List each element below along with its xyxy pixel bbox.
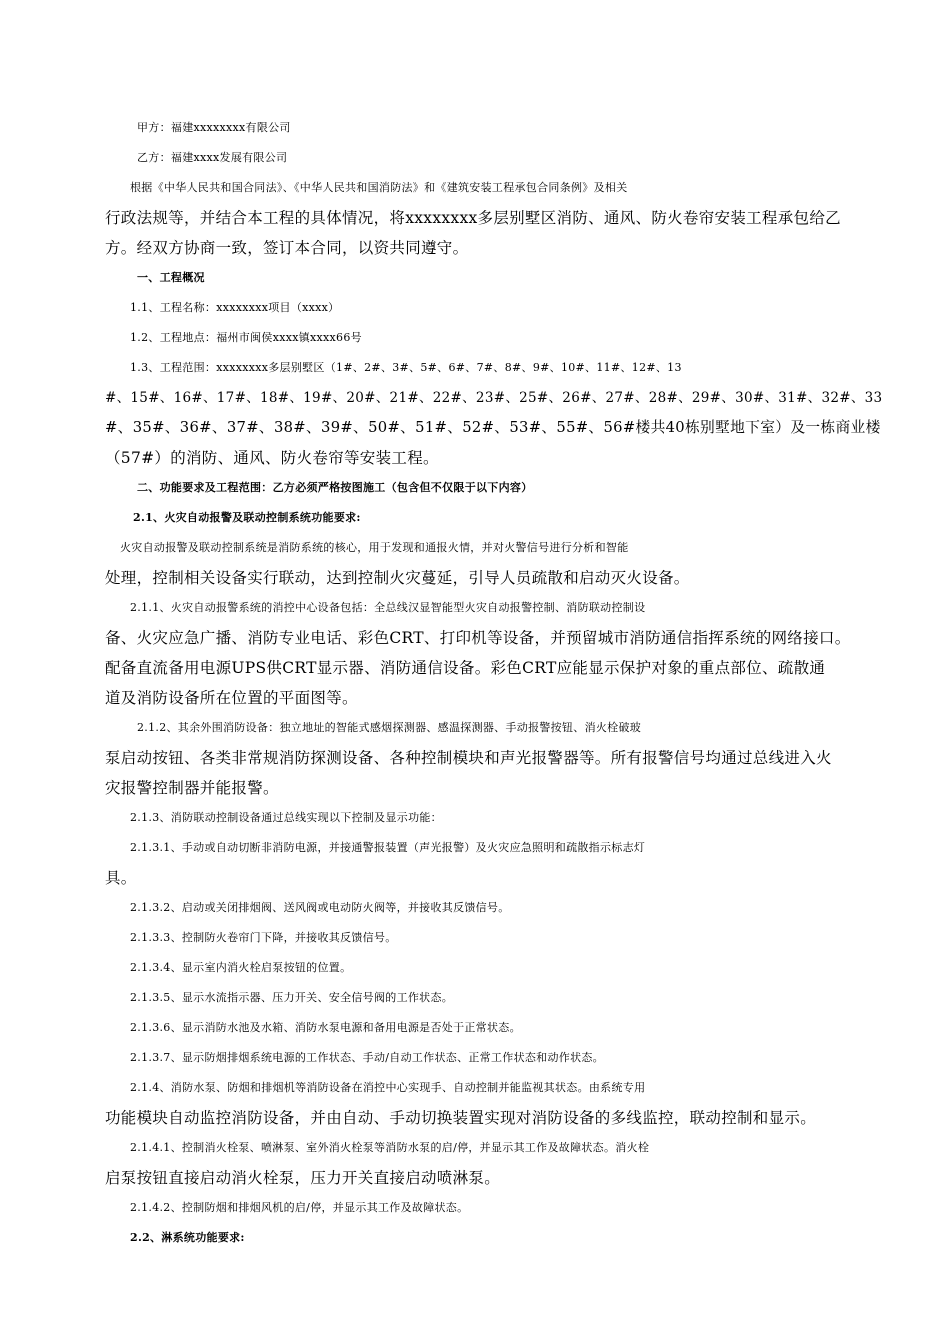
section-heading: 一、工程概况 [137, 271, 205, 284]
body-line: 2.1.2、其余外围消防设备：独立地址的智能式感烟探测器、感温探测器、手动报警按钮、消火栓破玻 [137, 721, 642, 734]
body-line: 2.1.1、火灾自动报警系统的消控中心设备包括：全总线汉显智能型火灾自动报警控制、消防联动控制设 [130, 601, 646, 614]
body-line: 2.1.3.1、手动或自动切断非消防电源，并接通警报装置（声光报警）及火灾应急照明和疏散指示标志灯 [130, 841, 646, 854]
clause-line: 1.1、工程名称：xxxxxxxx项目（xxxx） [130, 301, 340, 314]
body-line: 处理，控制相关设备实行联动，达到控制火灾蔓延，引导人员疏散和启动灭火设备。 [105, 569, 690, 587]
party-a: 甲方：福建xxxxxxxx有限公司 [137, 121, 291, 134]
subsection-heading: 2.1、火灾自动报警及联动控制系统功能要求: [133, 511, 361, 524]
body-line: 备、火灾应急广播、消防专业电话、彩色CRT、打印机等设备，并预留城市消防通信指挥系统的网络接口。 [105, 629, 851, 647]
subsection-heading: 2.2、淋系统功能要求: [130, 1231, 245, 1244]
body-line: 2.1.4、消防水泵、防烟和排烟机等消防设备在消控中心实现手、自动控制并能监视其状态。由系统专用 [130, 1081, 646, 1094]
body-line: 2.1.3、消防联动控制设备通过总线实现以下控制及显示功能： [130, 811, 442, 824]
body-line: 具。 [105, 869, 137, 887]
body-line: 泵启动按钮、各类非常规消防探测设备、各种控制模块和声光报警器等。所有报警信号均通过总线进入火 [105, 749, 832, 767]
body-line: 2.1.3.2、启动或关闭排烟阀、送风阀或电动防火阀等，并接收其反馈信号。 [130, 901, 510, 914]
body-line: 启泵按钮直接启动消火栓泵，压力开关直接启动喷淋泵。 [105, 1169, 501, 1187]
body-line: 灾报警控制器并能报警。 [105, 779, 279, 797]
party-b: 乙方：福建xxxx发展有限公司 [137, 151, 288, 164]
body-line: 2.1.3.4、显示室内消火栓启泵按钮的位置。 [130, 961, 352, 974]
body-line: 2.1.3.6、显示消防水池及水箱、消防水泵电源和备用电源是否处于正常状态。 [130, 1021, 521, 1034]
body-line: 2.1.4.2、控制防烟和排烟风机的启/停，并显示其工作及故障状态。 [130, 1201, 469, 1214]
preamble-line: 行政法规等，并结合本工程的具体情况，将xxxxxxxx多层别墅区消防、通风、防火卷帘安装工程承包给乙 [105, 209, 841, 227]
clause-line: #、35#、36#、37#、38#、39#、50#、51#、52#、53#、55#、56#楼共40栋别墅地下室）及一栋商业楼 [105, 419, 881, 436]
body-line: 2.1.4.1、控制消火栓泵、喷淋泵、室外消火栓泵等消防水泵的启/停，并显示其工作及故障状态。消火栓 [130, 1141, 650, 1154]
body-line: 功能模块自动监控消防设备，并由自动、手动切换装置实现对消防设备的多线监控，联动控制和显示。 [105, 1109, 817, 1127]
section-heading: 二、功能要求及工程范围：乙方必须严格按图施工（包含但不仅限于以下内容） [137, 481, 533, 494]
clause-line: 1.2、工程地点：福州市闽侯xxxx镇xxxx66号 [130, 331, 362, 344]
preamble-line: 方。经双方协商一致，签订本合同，以资共同遵守。 [105, 239, 469, 257]
body-line: 火灾自动报警及联动控制系统是消防系统的核心，用于发现和通报火情，并对火警信号进行分析和智能 [120, 541, 629, 554]
clause-line: #、15#、16#、17#、18#、19#、20#、21#、22#、23#、25#、26#、27#、28#、29#、30#、31#、32#、33 [105, 390, 883, 406]
body-line: 2.1.3.7、显示防烟排烟系统电源的工作状态、手动/自动工作状态、正常工作状态和动作状态。 [130, 1051, 604, 1064]
body-line: 配备直流备用电源UPS供CRT显示器、消防通信设备。彩色CRT应能显示保护对象的重点部位、疏散通 [105, 659, 826, 677]
clause-line: （57#）的消防、通风、防火卷帘等安装工程。 [105, 449, 439, 467]
clause-line: 1.3、工程范围：xxxxxxxx多层别墅区（1#、2#、3#、5#、6#、7#、8#、9#、10#、11#、12#、13 [130, 361, 682, 374]
body-line: 2.1.3.5、显示水流指示器、压力开关、安全信号阀的工作状态。 [130, 991, 454, 1004]
body-line: 2.1.3.3、控制防火卷帘门下降，并接收其反馈信号。 [130, 931, 397, 944]
body-line: 道及消防设备所在位置的平面图等。 [105, 689, 358, 707]
preamble-line: 根据《中华人民共和国合同法》、《中华人民共和国消防法》和《建筑安装工程承包合同条例》及相关 [130, 181, 628, 194]
